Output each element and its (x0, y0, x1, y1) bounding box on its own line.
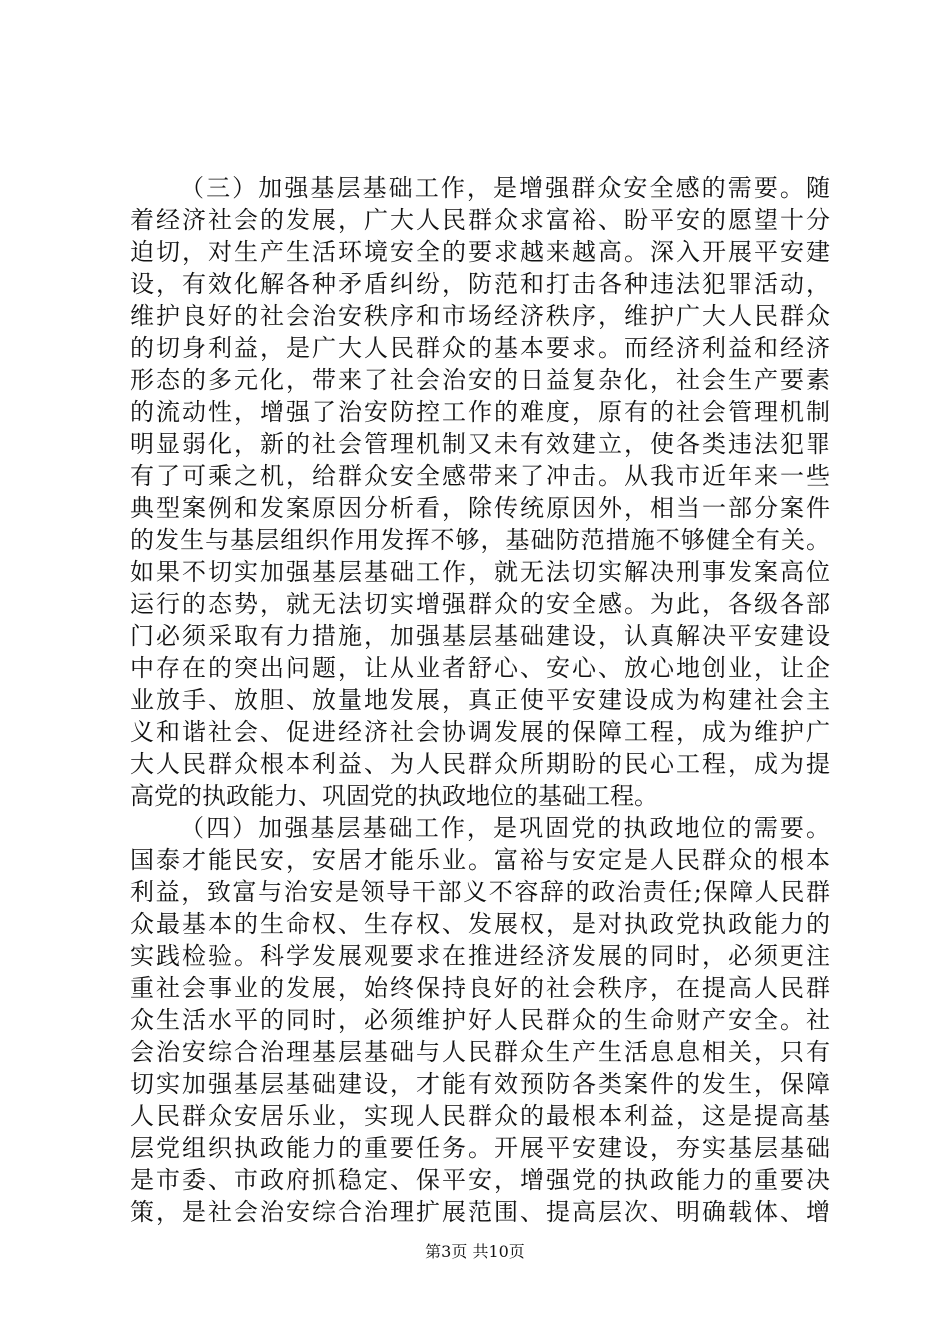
text-line: 利益，致富与治安是领导干部义不容辞的政治责任;保障人民群 (130, 878, 830, 906)
text-line: 运行的态势，就无法切实增强群众的安全感。为此，各级各部 (130, 590, 830, 618)
text-line: 是市委、市政府抓稳定、保平安，增强党的执政能力的重要决 (130, 1166, 830, 1194)
paragraph-4 (130, 812, 830, 1228)
text-line: 高党的执政能力、巩固党的执政地位的基础工程。 (130, 782, 658, 810)
text-line: 明显弱化，新的社会管理机制又未有效建立，使各类违法犯罪 (130, 430, 830, 458)
text-line: 维护良好的社会治安秩序和市场经济秩序，维护广大人民群众 (130, 302, 830, 330)
text-line: 的发生与基层组织作用发挥不够，基础防范措施不够健全有关。 (130, 526, 830, 554)
text-line: 层党组织执政能力的重要任务。开展平安建设，夯实基层基础 (130, 1134, 830, 1162)
text-line: 大人民群众根本利益、为人民群众所期盼的民心工程，成为提 (130, 750, 830, 778)
text-line: 众生活水平的同时，必须维护好人民群众的生命财产安全。社 (130, 1006, 830, 1034)
text-line: 的切身利益，是广大人民群众的基本要求。而经济利益和经济 (130, 334, 830, 362)
text-line: 业放手、放胆、放量地发展，真正使平安建设成为构建社会主 (130, 686, 830, 714)
page-number-label: 第3页 共10页 (425, 1242, 525, 1261)
text-line: 众最基本的生命权、生存权、发展权，是对执政党执政能力的 (130, 910, 830, 938)
text-line: 形态的多元化，带来了社会治安的日益复杂化，社会生产要素 (130, 366, 830, 394)
text-line: 的流动性，增强了治安防控工作的难度，原有的社会管理机制 (130, 398, 830, 426)
text-line: 有了可乘之机，给群众安全感带来了冲击。从我市近年来一些 (130, 462, 830, 490)
text-line: 门必须采取有力措施，加强基层基础建设，认真解决平安建设 (130, 622, 830, 650)
text-line: 策，是社会治安综合治理扩展范围、提高层次、明确载体、增 (130, 1198, 830, 1226)
text-line: 典型案例和发案原因分析看，除传统原因外，相当一部分案件 (130, 494, 830, 522)
text-line: 如果不切实加强基层基础工作，就无法切实解决刑事发案高位 (130, 558, 830, 586)
text-line: 设，有效化解各种矛盾纠纷，防范和打击各种违法犯罪活动， (130, 270, 830, 298)
document-body (130, 172, 830, 1228)
text-line: 迫切，对生产生活环境安全的要求越来越高。深入开展平安建 (130, 238, 830, 266)
text-line: 重社会事业的发展，始终保持良好的社会秩序，在提高人民群 (130, 974, 830, 1002)
text-line: 义和谐社会、促进经济社会协调发展的保障工程，成为维护广 (130, 718, 830, 746)
text-line: 会治安综合治理基层基础与人民群众生产生活息息相关，只有 (130, 1038, 830, 1066)
text-line: （四）加强基层基础工作，是巩固党的执政地位的需要。 (180, 814, 830, 842)
page-footer (0, 1242, 950, 1262)
text-line: 中存在的突出问题，让从业者舒心、安心、放心地创业，让企 (130, 654, 830, 682)
text-line: 着经济社会的发展，广大人民群众求富裕、盼平安的愿望十分 (130, 206, 830, 234)
text-line: 切实加强基层基础建设，才能有效预防各类案件的发生，保障 (130, 1070, 830, 1098)
paragraph-3 (130, 172, 830, 812)
text-line: 人民群众安居乐业，实现人民群众的最根本利益，这是提高基 (130, 1102, 830, 1130)
text-line: 国泰才能民安，安居才能乐业。富裕与安定是人民群众的根本 (130, 846, 830, 874)
text-line: （三）加强基层基础工作，是增强群众安全感的需要。随 (180, 174, 830, 202)
text-line: 实践检验。科学发展观要求在推进经济发展的同时，必须更注 (130, 942, 830, 970)
